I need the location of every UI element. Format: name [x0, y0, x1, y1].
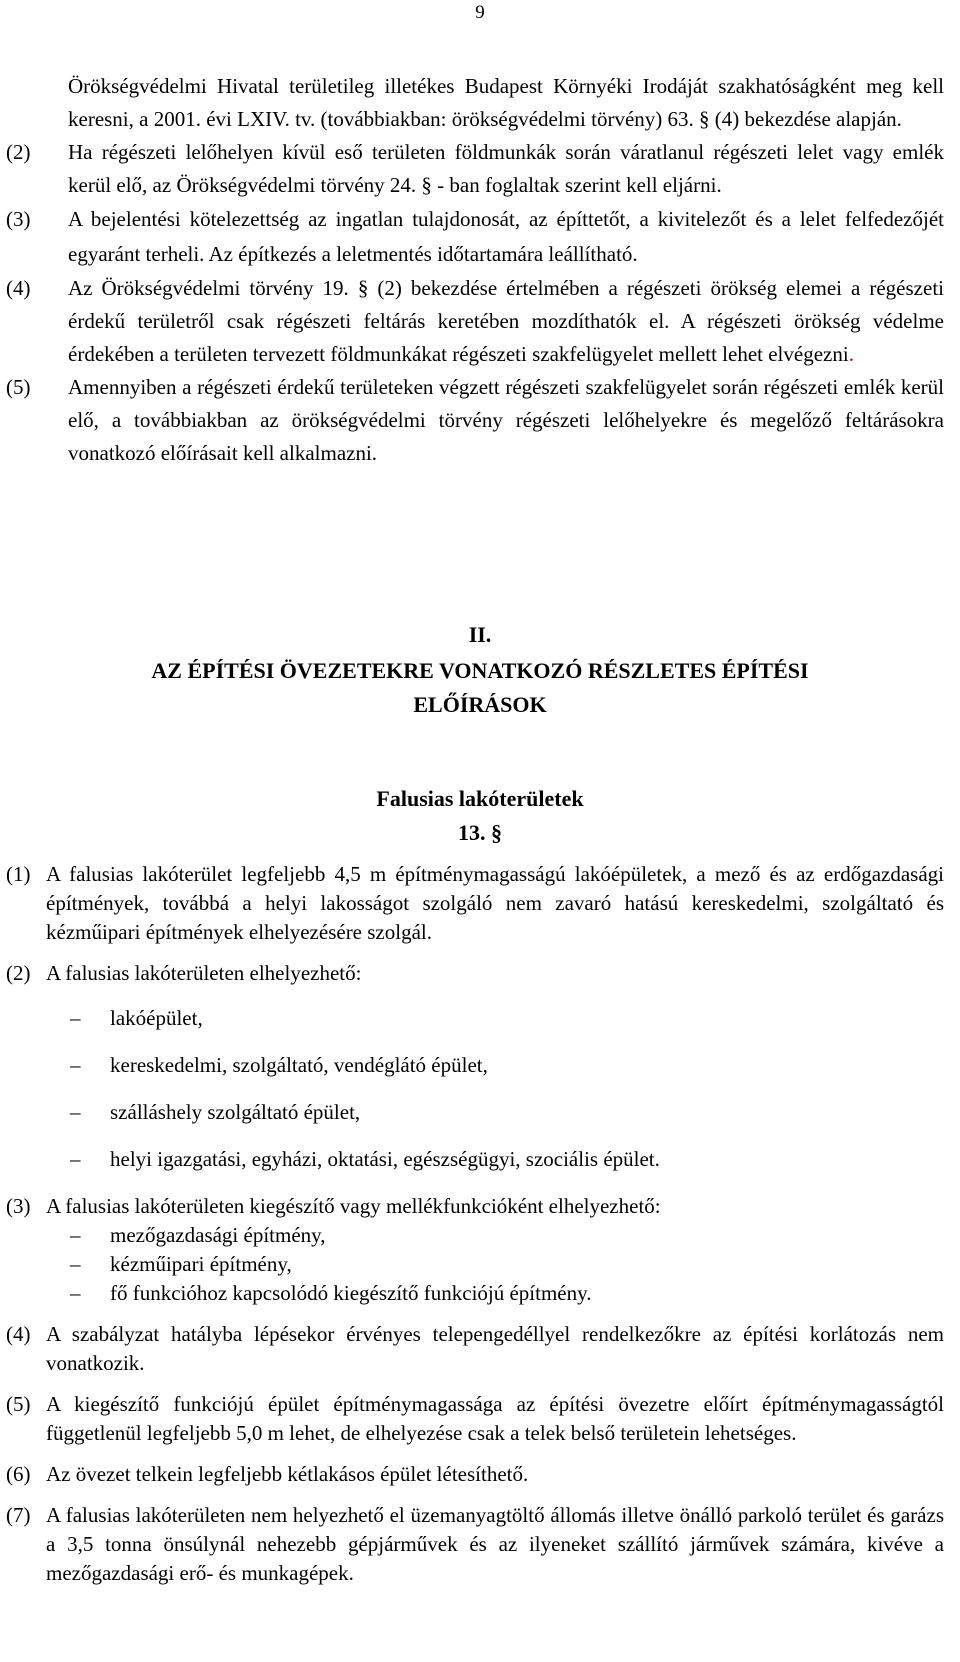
list-item-text: lakóépület, — [110, 1006, 203, 1030]
paragraph-text: A bejelentési kötelezettség az ingatlan tulajdonosát, az építtetőt, a kivitelezőt és a lelet felfedezőjét egyaránt terheli. Az építkezés a leletmentés időtartamára leállítható. — [68, 207, 944, 266]
paragraph-4 — [0, 1320, 944, 1378]
paragraph-number: (6) — [6, 1462, 31, 1486]
paragraph-1 — [0, 860, 944, 947]
paragraph-text: A kiegészítő funkciójú épület építménymagassága az építési övezetre előírt építménymagasságtól függetlenül legfeljebb 5,0 m lehet, de elhelyezése csak a telek belső területein lehetséges. — [46, 1392, 944, 1445]
paragraph-text: A szabályzat hatályba lépésekor érvényes telepengedéllyel rendelkezőkre az építési korlátozás nem vonatkozik. — [46, 1322, 944, 1375]
list-item-text: szálláshely szolgáltató épület, — [110, 1100, 361, 1124]
list-item-text: kézműipari építmény, — [110, 1252, 292, 1276]
section-13-body — [0, 860, 960, 1600]
paragraph-number: (3) — [6, 1194, 31, 1218]
paragraph-number: (5) — [6, 1392, 31, 1416]
paragraph-text: A falusias lakóterület legfeljebb 4,5 m építménymagasságú lakóépületek, a mező és az erdőgazdasági építmények, továbbá a helyi lakosságot szolgáló nem zavaró hatású kereskedelmi, szolgáltató és kézműipari építmények elhelyezésére szolgál. — [46, 862, 944, 944]
paragraph-2 — [0, 959, 944, 988]
paragraph-number: (7) — [6, 1503, 31, 1527]
paragraph-5 — [0, 1390, 944, 1448]
paragraph-6 — [0, 1460, 944, 1489]
continued-section — [0, 70, 960, 470]
dash-bullet: – — [70, 1147, 81, 1171]
section-title — [0, 654, 960, 722]
paragraph-number: (2) — [6, 140, 31, 164]
red-period: . — [848, 342, 854, 366]
list-item — [0, 1250, 960, 1279]
paragraph-number: (4) — [6, 1322, 31, 1346]
paragraph-4 — [0, 272, 944, 371]
dash-bullet: – — [70, 1006, 81, 1030]
section-number: II. — [468, 622, 492, 647]
subsection-paragraph-sign: 13. § — [458, 820, 502, 845]
list-item — [0, 1004, 960, 1033]
list-item-text: kereskedelmi, szolgáltató, vendéglátó épület, — [110, 1053, 488, 1077]
dash-bullet: – — [70, 1252, 81, 1276]
paragraph-text: Örökségvédelmi Hivatal területileg illetékes Budapest Környéki Irodáját szakhatóságként meg kell keresni, a 2001. évi LXIV. tv. (továbbiakban: örökségvédelmi törvény) 63. § (4) bekezdése alapján. — [68, 74, 944, 131]
list-item — [0, 1279, 960, 1308]
list-item — [0, 1098, 960, 1127]
list-item-text: fő funkcióhoz kapcsolódó kiegészítő funkciójú építmény. — [110, 1281, 592, 1305]
paragraph-number: (3) — [6, 207, 31, 231]
list-item — [0, 1145, 960, 1174]
paragraph-number: (5) — [6, 375, 31, 399]
paragraph-continued — [0, 70, 944, 136]
list-item-text: mezőgazdasági építmény, — [110, 1223, 326, 1247]
permitted-buildings-list — [0, 1004, 960, 1174]
list-item-text: helyi igazgatási, egyházi, oktatási, egészségügyi, szociális épület. — [110, 1147, 660, 1171]
list-item — [0, 1221, 960, 1250]
paragraph-number: (2) — [6, 961, 31, 985]
paragraph-number: (1) — [6, 862, 31, 886]
section-title-line-2: ELŐÍRÁSOK — [413, 692, 547, 717]
dash-bullet: – — [70, 1223, 81, 1247]
paragraph-7 — [0, 1501, 944, 1588]
paragraph-3 — [0, 202, 944, 272]
dash-bullet: – — [70, 1053, 81, 1077]
paragraph-body: Az Örökségvédelmi törvény 19. § (2) bekezdése értelmében a régészeti örökség elemei a régészeti érdekű területről csak régészeti feltárás keretében mozdíthatók el. A régészeti örökség védelme érdekében a területen tervezett földmunkákat régészeti szakfelügyelet mellett lehet elvégezni — [68, 276, 944, 366]
paragraph-text: A falusias lakóterületen kiegészítő vagy mellékfunkcióként elhelyezhető: — [46, 1194, 661, 1218]
paragraph-text: Ha régészeti lelőhelyen kívül eső területen földmunkák során váratlanul régészeti lelet vagy emlék kerül elő, az Örökségvédelmi törvény 24. § - ban foglaltak szerint kell eljárni. — [68, 140, 944, 197]
paragraph-text: A falusias lakóterületen elhelyezhető: — [46, 961, 362, 985]
subsection-title: Falusias lakóterületek — [376, 786, 584, 811]
dash-bullet: – — [70, 1281, 81, 1305]
paragraph-text: Amennyiben a régészeti érdekű területeken végzett régészeti szakfelügyelet során régészeti emlék kerül elő, a továbbiakban az örökségvédelmi törvény régészeti lelőhelyekre és megelőző feltárásokra vonatkozó előírásait kell alkalmazni. — [68, 375, 944, 465]
auxiliary-buildings-list — [0, 1221, 960, 1308]
list-item — [0, 1051, 960, 1080]
paragraph-2 — [0, 136, 944, 202]
paragraph-3 — [0, 1192, 944, 1221]
paragraph-5 — [0, 371, 944, 470]
paragraph-text: A falusias lakóterületen nem helyezhető el üzemanyagtöltő állomás illetve önálló parkoló terület és garázs a 3,5 tonna önsúlynál nehezebb gépjárművek és az ilyeneket szállító járművek számára, kivéve a mezőgazdasági erő- és munkagépek. — [46, 1503, 944, 1585]
paragraph-text: Az övezet telkein legfeljebb kétlakásos épület létesíthető. — [46, 1462, 529, 1486]
section-title-line-1: AZ ÉPÍTÉSI ÖVEZETEKRE VONATKOZÓ RÉSZLETES ÉPÍTÉSI — [151, 658, 809, 683]
dash-bullet: – — [70, 1100, 81, 1124]
paragraph-text — [68, 272, 944, 371]
paragraph-number: (4) — [6, 276, 31, 300]
page-number: 9 — [475, 2, 485, 23]
